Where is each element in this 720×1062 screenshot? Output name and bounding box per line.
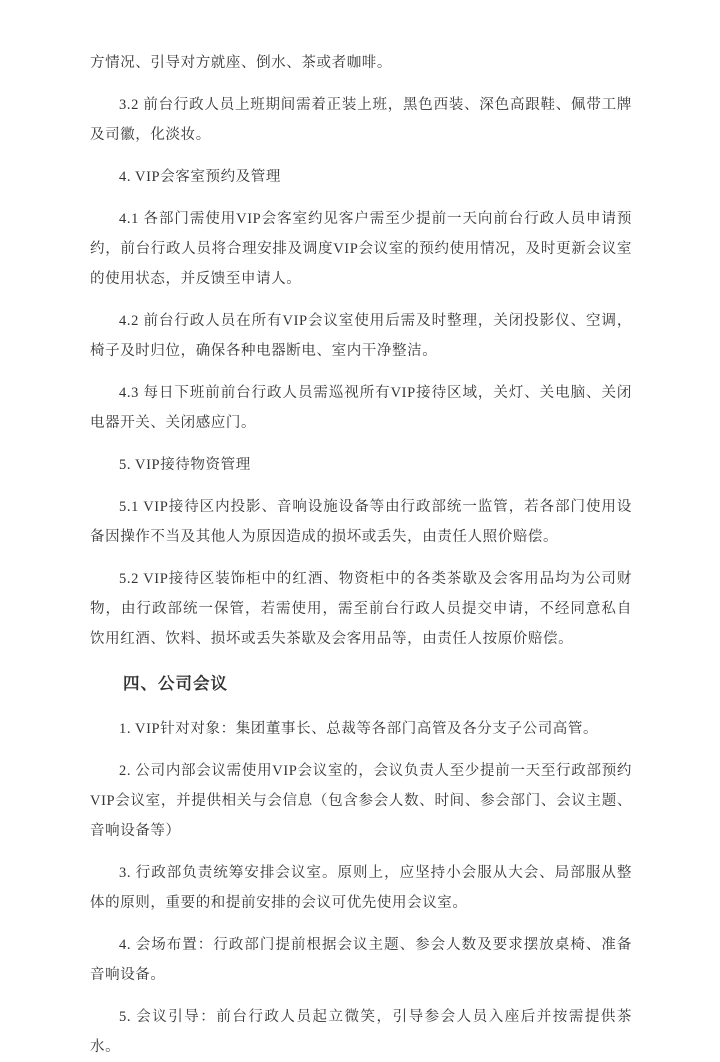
- paragraph: 方情况、引导对方就座、倒水、茶或者咖啡。: [90, 55, 392, 71]
- paragraph: 4.3 每日下班前前台行政人员需巡视所有VIP接待区域，关灯、关电脑、关闭电器开关、关闭感应门。: [90, 385, 632, 431]
- paragraph: 2. 公司内部会议需使用VIP会议室的，会议负责人至少提前一天至行政部预约VIP会议室，并提供相关与会信息（包含参会人数、时间、参会部门、会议主题、音响设备等）: [90, 763, 632, 839]
- paragraph: 3. 行政部负责统筹安排会议室。原则上，应坚持小会服从大会、局部服从整体的原则，重要的和提前安排的会议可优先使用会议室。: [90, 865, 632, 911]
- paragraph: 5. VIP接待物资管理: [119, 457, 251, 473]
- paragraph: 4.2 前台行政人员在所有VIP会议室使用后需及时整理，关闭投影仪、空调，椅子及时归位，确保各种电器断电、室内干净整洁。: [90, 313, 632, 359]
- paragraph: 5.1 VIP接待区内投影、音响设施设备等由行政部统一监管，若各部门使用设备因操作不当及其他人为原因造成的损坏或丢失，由责任人照价赔偿。: [90, 499, 632, 545]
- section-heading: 四、公司会议: [123, 674, 228, 693]
- paragraph: 5. 会议引导：前台行政人员起立微笑，引导参会人员入座后并按需提供茶水。: [90, 1009, 632, 1055]
- paragraph: 3.2 前台行政人员上班期间需着正装上班，黑色西装、深色高跟鞋、佩带工牌及司徽，化淡妆。: [90, 97, 632, 143]
- paragraph: 4. VIP会客室预约及管理: [119, 169, 282, 185]
- paragraph: 4.1 各部门需使用VIP会客室约见客户需至少提前一天向前台行政人员申请预约，前台行政人员将合理安排及调度VIP会议室的预约使用情况，及时更新会议室的使用状态，并反馈至申请人。: [90, 211, 632, 287]
- paragraph: 1. VIP针对对象：集团董事长、总裁等各部门高管及各分支子公司高管。: [119, 721, 599, 737]
- document-body: [90, 48, 632, 1062]
- paragraph: 5.2 VIP接待区装饰柜中的红酒、物资柜中的各类茶歇及会客用品均为公司财物，由行政部统一保管，若需使用，需至前台行政人员提交申请，不经同意私自饮用红酒、饮料、损坏或丢失茶歇及会客用品等，由责任人按原价赔偿。: [90, 571, 632, 647]
- paragraph: 4. 会场布置：行政部门提前根据会议主题、参会人数及要求摆放桌椅、准备音响设备。: [90, 937, 632, 983]
